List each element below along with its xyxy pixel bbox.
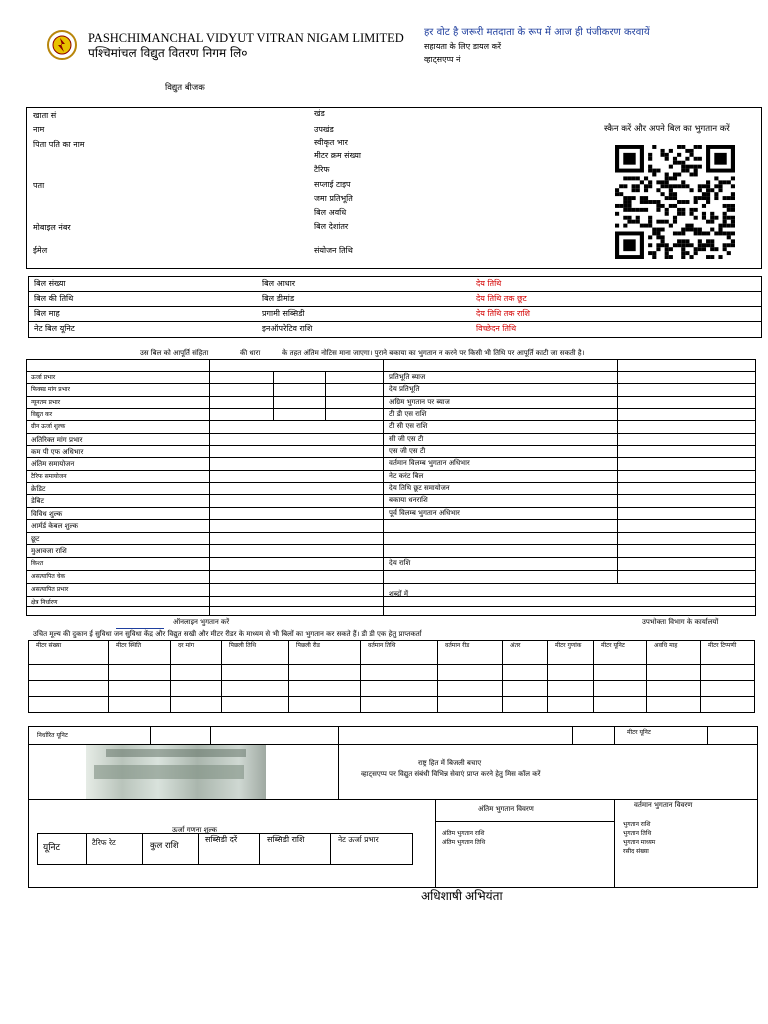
label-email: ईमेल — [33, 246, 48, 255]
meter-table-header: पिछली तिथि — [229, 642, 257, 649]
current-payment-title: वर्तमान भुगतान विवरण — [634, 801, 693, 809]
label-father-name: पिता पति का नाम — [33, 140, 85, 149]
label-inoperative-amount: इनऑपरेटिव राशि — [262, 324, 313, 333]
charge-label-right: शब्दों में — [389, 590, 409, 598]
label-amount-by-due-date: देय तिथि तक राशि — [476, 309, 530, 318]
help-line: सहायता के लिए डायल करें — [424, 42, 502, 51]
online-payment-link[interactable]: ऑनलाइन भुगतान करें — [173, 618, 230, 626]
charge-label-right: बकाया धनराशि — [389, 496, 428, 504]
qr-code-icon[interactable] — [615, 145, 735, 259]
charge-label-right: पूर्व विलम्ब भुगतान अधिभार — [389, 509, 460, 517]
label-progressive-subsidy: प्रगामी सब्सिडी — [262, 309, 305, 318]
charge-label-left: डेबिट — [31, 497, 45, 505]
label-bill-date: बिल की तिथि — [34, 294, 74, 303]
label-bill-month: बिल माह — [34, 309, 60, 318]
last-payment-title: अंतिम भुगतान विवरण — [478, 805, 534, 813]
whatsapp-line: व्हाट्सएप्प नं — [424, 55, 461, 64]
label-division: खंड — [314, 109, 325, 118]
company-name-en: PASHCHIMANCHAL VIDYUT VITRAN NIGAM LIMITED — [88, 31, 404, 45]
label-bill-basis: बिल आधार — [262, 279, 296, 288]
energy-header-subsidy-rates: सब्सिडी दरें — [205, 835, 238, 844]
label-due-date: देय तिथि — [476, 279, 502, 288]
label-rebate-by-due-date: देय तिथि तक छूट — [476, 294, 527, 303]
whatsapp-service-slogan: व्हाट्सएप्प पर विद्युत संबंधी विभिन्न सेवाएं प्राप्त करने हेतु मिस कॉल करें — [361, 770, 541, 778]
charge-label-right: सी जी एस टी — [389, 435, 424, 443]
label-meter-serial: मीटर क्रम संख्या — [314, 151, 361, 160]
current-payment-date-label: भुगतान तिथि — [623, 830, 652, 837]
label-bill-longitude: बिल देशांतर — [314, 222, 349, 231]
charge-label-left: किश्त — [31, 560, 44, 567]
charge-label-right: प्रतिभूति ब्याज — [389, 373, 426, 381]
meter-table-header: दर मांग — [178, 642, 195, 649]
label-name: नाम — [33, 125, 45, 134]
charge-label-left: क्षेत्र निर्धारण — [31, 599, 58, 606]
energy-header-total-amount: कुल राशि — [150, 841, 179, 851]
meter-table-header: मीटर गुणांक — [555, 642, 582, 649]
meter-table-header: वर्तमान तिथि — [368, 642, 396, 649]
energy-header-net-energy-charge: नेट ऊर्जा प्रभार — [338, 835, 379, 844]
save-electricity-slogan: राष्ट्र हित में बिजली बचाए — [418, 759, 482, 767]
meter-table-header: पिछली रीड — [296, 642, 320, 649]
charge-label-right: देय राशि — [389, 559, 411, 567]
company-logo — [44, 30, 80, 60]
energy-calc-title: ऊर्जा गणना शुल्क — [172, 826, 217, 834]
charge-label-right: टी सी एस राशि — [389, 422, 428, 430]
meter-photo — [86, 745, 266, 799]
charge-label-left: असत्यापित चेक — [31, 573, 66, 580]
label-bill-demand: बिल डीमांड — [262, 294, 295, 303]
notice-part-1: उस बिल को आपूर्ति संहिता — [140, 349, 209, 357]
charge-label-left: ग्रीन ऊर्जा शुल्क — [31, 423, 66, 430]
label-security-deposit: जमा प्रतिभूति — [314, 194, 353, 203]
voter-slogan: हर वोट है जरूरी मतदाता के रूप में आज ही पंजीकरण करवायें — [424, 27, 650, 38]
charge-label-left: छूट — [31, 535, 40, 543]
signature-executive-engineer: अधिशाषी अभियंता — [421, 889, 503, 903]
label-subdivision: उपखंड — [314, 125, 334, 134]
energy-header-tariff-rate: टैरिफ रेट — [92, 838, 116, 847]
label-assessed-units: निर्धारित यूनिट — [37, 732, 68, 739]
meter-table-header: वर्तमान रीड — [445, 642, 470, 649]
company-name-hi: पश्चिमांचल विद्युत वितरण निगम लि० — [88, 46, 248, 60]
label-bill-number: बिल संख्या — [34, 279, 66, 288]
label-meter-units: मीटर यूनिट — [627, 729, 651, 736]
last-payment-amount-label: अंतिम भुगतान राशि — [442, 830, 485, 837]
label-tariff: टैरिफ — [314, 165, 330, 174]
bill-info-box — [28, 276, 762, 338]
energy-header-units: यूनिट — [43, 843, 61, 853]
meter-table-header: अवधि माह — [654, 642, 678, 649]
notice-part-3: के तहत अंतिम नोटिस माना जाएगा। पुराने बकाया का भुगतान न करने पर किसी भी तिथि पर आपूर्ति काटी जा सकती है। — [282, 349, 585, 357]
meter-table-header: मीटर यूनिट — [601, 642, 625, 649]
charge-label-left: असत्यापित प्रभार — [31, 586, 69, 593]
last-payment-date-label: अंतिम भुगतान तिथि — [442, 839, 486, 846]
notice-part-2: की धारा — [240, 349, 261, 357]
label-supply-type: सप्लाई टाइप — [314, 180, 351, 189]
current-receipt-number-label: रसीद संख्या — [623, 848, 649, 855]
charge-label-left: क्रेडिट — [31, 485, 46, 493]
current-payment-amount-label: भुगतान राशि — [623, 821, 651, 828]
charge-label-left: कम पी एफ अधिभार — [31, 448, 84, 456]
label-mobile: मोबाइल नंबर — [33, 223, 71, 232]
energy-header-subsidy-amount: सब्सिडी राशि — [267, 835, 305, 844]
label-disconnection-date: विच्छेदन तिथि — [476, 324, 517, 333]
label-address: पता — [33, 181, 45, 190]
charge-label-left: मुआवजा राशि — [31, 547, 67, 555]
charge-label-right: वर्तमान विलम्ब भुगतान अधिभार — [389, 459, 470, 467]
charge-label-right: एस जी एस टी — [389, 447, 426, 455]
charge-label-right: देय प्रतिभूति — [389, 385, 420, 393]
consumer-office-text: उपभोक्ता विभाग के कार्यालयों — [642, 618, 719, 626]
charge-label-right: देय तिथि छूट समायोजन — [389, 484, 450, 492]
label-sanctioned-load: स्वीकृत भार — [314, 138, 348, 147]
charge-label-right: टी डी एस राशि — [389, 410, 427, 418]
charge-label-left: विद्युत कर — [31, 411, 53, 418]
charge-label-left: टैरिफ समायोजन — [31, 473, 67, 480]
charge-label-right: नेट करंट बिल — [389, 472, 424, 480]
label-account-no: खाता सं — [33, 111, 57, 120]
charge-label-left: विविध शुल्क — [31, 510, 63, 518]
scan-to-pay-text: स्कैन करें और अपने बिल का भुगतान करें — [604, 124, 730, 134]
charge-label-right: अग्रिम भुगतान पर ब्याज — [389, 398, 450, 406]
charge-label-left: ऊर्जा प्रभार — [31, 374, 56, 381]
meter-table-header: मीटर स्थिति — [116, 642, 142, 649]
payment-channels-note: उचित मूल्य की दुकान ई सुविधा जन सुविधा केंद्र और विद्युत सखी और मीटर रीडर के माध्यम से भी बिलों का भुगतान कर सकते हैं। डी डी एक हेतु प्राप्तकर्ता — [33, 630, 422, 638]
meter-table-header: मीटर टिप्पणी — [708, 642, 737, 649]
label-connection-date: संयोजन तिथि — [314, 246, 353, 255]
current-payment-mode-label: भुगतान माध्यम — [623, 839, 656, 846]
meter-table-header: अंतर — [510, 642, 521, 649]
meter-table-header: मीटर संख्या — [36, 642, 62, 649]
charge-label-left: न्यूनतम प्रभार — [31, 399, 61, 406]
label-net-bill-units: नेट बिल यूनिट — [34, 324, 75, 333]
charge-label-left: अतिरिक्त मांग प्रभार — [31, 436, 83, 444]
charge-label-left: आर्मर्ड केबल शुल्क — [31, 522, 78, 530]
label-bill-period: बिल अवधि — [314, 208, 347, 217]
document-title: विद्युत बीजक — [165, 83, 205, 93]
charge-label-left: अंतिम समायोजन — [31, 460, 75, 468]
charge-label-left: फिक्स्ड मांग प्रभार — [31, 386, 70, 393]
